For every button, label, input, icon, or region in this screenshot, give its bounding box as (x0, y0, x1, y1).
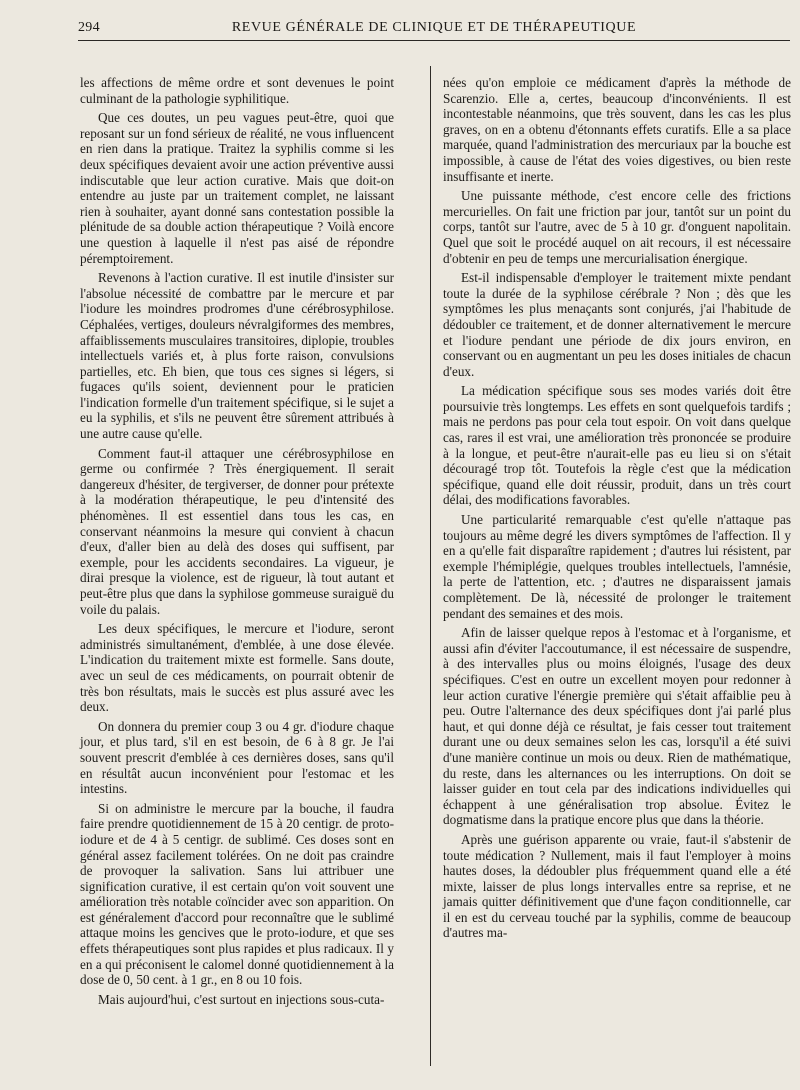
paragraph: Mais aujourd'hui, c'est surtout en injections sous-cuta- (98, 991, 385, 1007)
paragraph: Revenons à l'action curative. Il est inutile d'insister sur l'absolue nécessité de combattre par le mercure et par l'iodure les moindres prodromes d'une cérébrosyphilose. Céphalées, vertiges, douleurs névralgiformes des membres, affaiblissements musculaires transitoires, diplopie, troubles intellectuels variés et, à plus forte raison, convulsions partielles, etc. Eh bien, que tous ces signes si légers, si fugaces qu'ils soient, deviennent pour le praticien l'indication formelle d'un traitement spécifique, si le sujet a eu la syphilis, et s'ils ne peuvent être sûrement attribués à une autre cause qu'elle. (80, 270, 394, 442)
paragraph: Une particularité remarquable c'est qu'elle n'attaque pas toujours au même degré les divers symptômes de l'affection. Il y en a qu'elle fait disparaître rapidement ; d'autres lui résistent, par exemple l'hémiplégie, quelques troubles intellectuels, l'amnésie, la perte de l'attention, etc. ; d'autres ne disparaissent jamais complètement. De là, nécessité de prolonger le traitement pendant des semaines et des mois. (443, 512, 791, 621)
paragraph: On donnera du premier coup 3 ou 4 gr. d'iodure chaque jour, et plus tard, s'il en est besoin, de 6 à 8 gr. Je l'ai souvent prescrit d'emblée à ces dernières doses, sans qu'il en résultât aucun inconvénient pour l'estomac et les intestins. (80, 718, 394, 797)
paragraph: Après une guérison apparente ou vraie, faut-il s'abstenir de toute médication ? Nullement, mais il faut l'employer à moins hautes doses, la dédoubler plus fréquemment quand elle a été mixte, laisser de plus longs intervalles entre sa reprise, et ne jamais quitter définitivement que d'une façon conditionnelle, car il en est du cerveau touché par la syphilis, comme de beaucoup d'autres ma- (443, 831, 791, 941)
paragraph: Comment faut-il attaquer une cérébrosyphilose en germe ou confirmée ? Très énergiquement. Il serait dangereux d'hésiter, de tergiverser, de donner pour prétexte à la modération thérapeutique, le peu d'intensité des phénomènes. Il est essentiel dans tous les cas, en conservant néanmoins la mesure qui convient à chacun d'eux, d'aller bien au delà des doses qui suffisent, par exemple, pour les accidents secondaires. La vigueur, je dirai presque la violence, est de rigueur, là tout autant et peut-être plus que dans la syphilose gommeuse suraiguë du voile du palais. (80, 445, 394, 617)
paragraph: Est-il indispensable d'employer le traitement mixte pendant toute la durée de la syphilose cérébrale ? Non ; dès que les symptômes les plus menaçants sont conjurés, j'ai l'habitude de dédoubler ce traitement, et de donner alternativement le mercure et l'iodure pendant une période de dix jours environ, en conservant ou en augmentant un peu les doses initiales de chacun d'eux. (443, 270, 791, 379)
right-column (443, 75, 791, 945)
paragraph: La médication spécifique sous ses modes variés doit être poursuivie très longtemps. Les effets en sont quelquefois tardifs ; mais ne perdons pas pour cela tout espoir. On voit dans quelque cas, rares il est vrai, une amélioration très prononcée se produire à la longue, et peut-être n'aurait-elle pas eu lieu si on s'était découragé trop tôt. Toutefois la règle c'est que la médication spécifique, quand elle doit réussir, produit, dans un très court délai, des modifications favorables. (443, 383, 791, 508)
paragraph: nées qu'on emploie ce médicament d'après la méthode de Scarenzio. Elle a, certes, beaucoup d'inconvénients. Il est incontestable néanmoins, que très souvent, dans les cas les plus graves, on en a obtenu d'étonnants effets curatifs. Elle a sa place marquée, quand l'administration des mercuriaux par la bouche est impossible, à cause de l'état des voies digestives, ou bien reste insuffisante et inerte. (443, 75, 791, 184)
paragraph: Que ces doutes, un peu vagues peut-être, quoi que reposant sur un fond sérieux de réalité, ne vous influencent en rien dans la pratique. Traitez la syphilis comme si les deux spécifiques devaient avoir une action préventive aussi indiscutable que leur action curative. Mais que doit-on entendre au juste par un traitement complet, ne laissant rien à souhaiter, ayant donné sans contestation possible la plénitude de sa double action thérapeutique ? Voilà encore une question à laquelle il n'est pas aisé de répondre péremptoirement. (80, 110, 394, 266)
paragraph: Une puissante méthode, c'est encore celle des frictions mercurielles. On fait une friction par jour, tantôt sur un point du corps, tantôt sur l'autre, avec de 5 à 10 gr. d'onguent napolitain. Quel que soit le procédé auquel on ait recours, il est nécessaire d'obtenir en peu de temps une mercurialisation énergique. (443, 188, 791, 266)
page-number: 294 (78, 20, 100, 35)
left-column (80, 75, 394, 1011)
running-title: REVUE GÉNÉRALE DE CLINIQUE ET DE THÉRAPEUTIQUE (231, 20, 637, 35)
paragraph: les affections de même ordre et sont devenues le point culminant de la pathologie syphilitique. (80, 75, 394, 106)
page-header (78, 16, 790, 41)
paragraph: Si on administre le mercure par la bouche, il faudra faire prendre quotidiennement de 15 à 20 centigr. de proto-iodure et de 4 à 5 centigr. de sublimé. Ces doses sont en général assez facilement tolérées. On ne doit pas craindre de provoquer la salivation. Sans lui attribuer une signification curative, il est certain qu'on voit souvent une amélioration très notable coïncider avec son apparition. On est généralement d'accord pour reconnaître que le sublimé attaque moins les gencives que le proto-iodure, et que ses effets thérapeutiques sont plus rapides et plus radicaux. Il y en a qui préconisent le calomel donné quotidiennement à la dose de 0, 50 cent. à 1 gr., en 8 ou 10 fois. (80, 800, 394, 988)
paragraph: Afin de laisser quelque repos à l'estomac et à l'organisme, et aussi afin d'éviter l'accoutumance, il est nécessaire de suspendre, à des intervalles plus ou moins éloignés, l'usage des deux spécifiques. C'est en outre un excellent moyen pour redonner à leur action curative l'énergie première qui s'était affaiblie peu à peu. Outre l'alternance des deux spécifiques dont j'ai parlé plus haut, et qui donne déjà ce résultat, je fais cesser tout traitement durant une ou deux semaines selon les cas, lorsqu'il a été suivi d'une manière continue un mois ou deux. Rien de mathématique, du reste, dans les alternances ou les interruptions. On doit se laisser guider en tout cela par des indications individuelles qui échappent à une généralisation trop absolue. Évitez le dogmatisme dans la pratique encore plus que dans la théorie. (443, 625, 791, 828)
paragraph: Les deux spécifiques, le mercure et l'iodure, seront administrés simultanément, d'emblée, à une dose élevée. L'indication du traitement mixte est formelle. Sans doute, avec un seul de ces médicaments, on pourrait obtenir de très bon résultats, mais le succès est plus assuré avec les deux. (80, 621, 394, 715)
column-divider (430, 66, 431, 1066)
